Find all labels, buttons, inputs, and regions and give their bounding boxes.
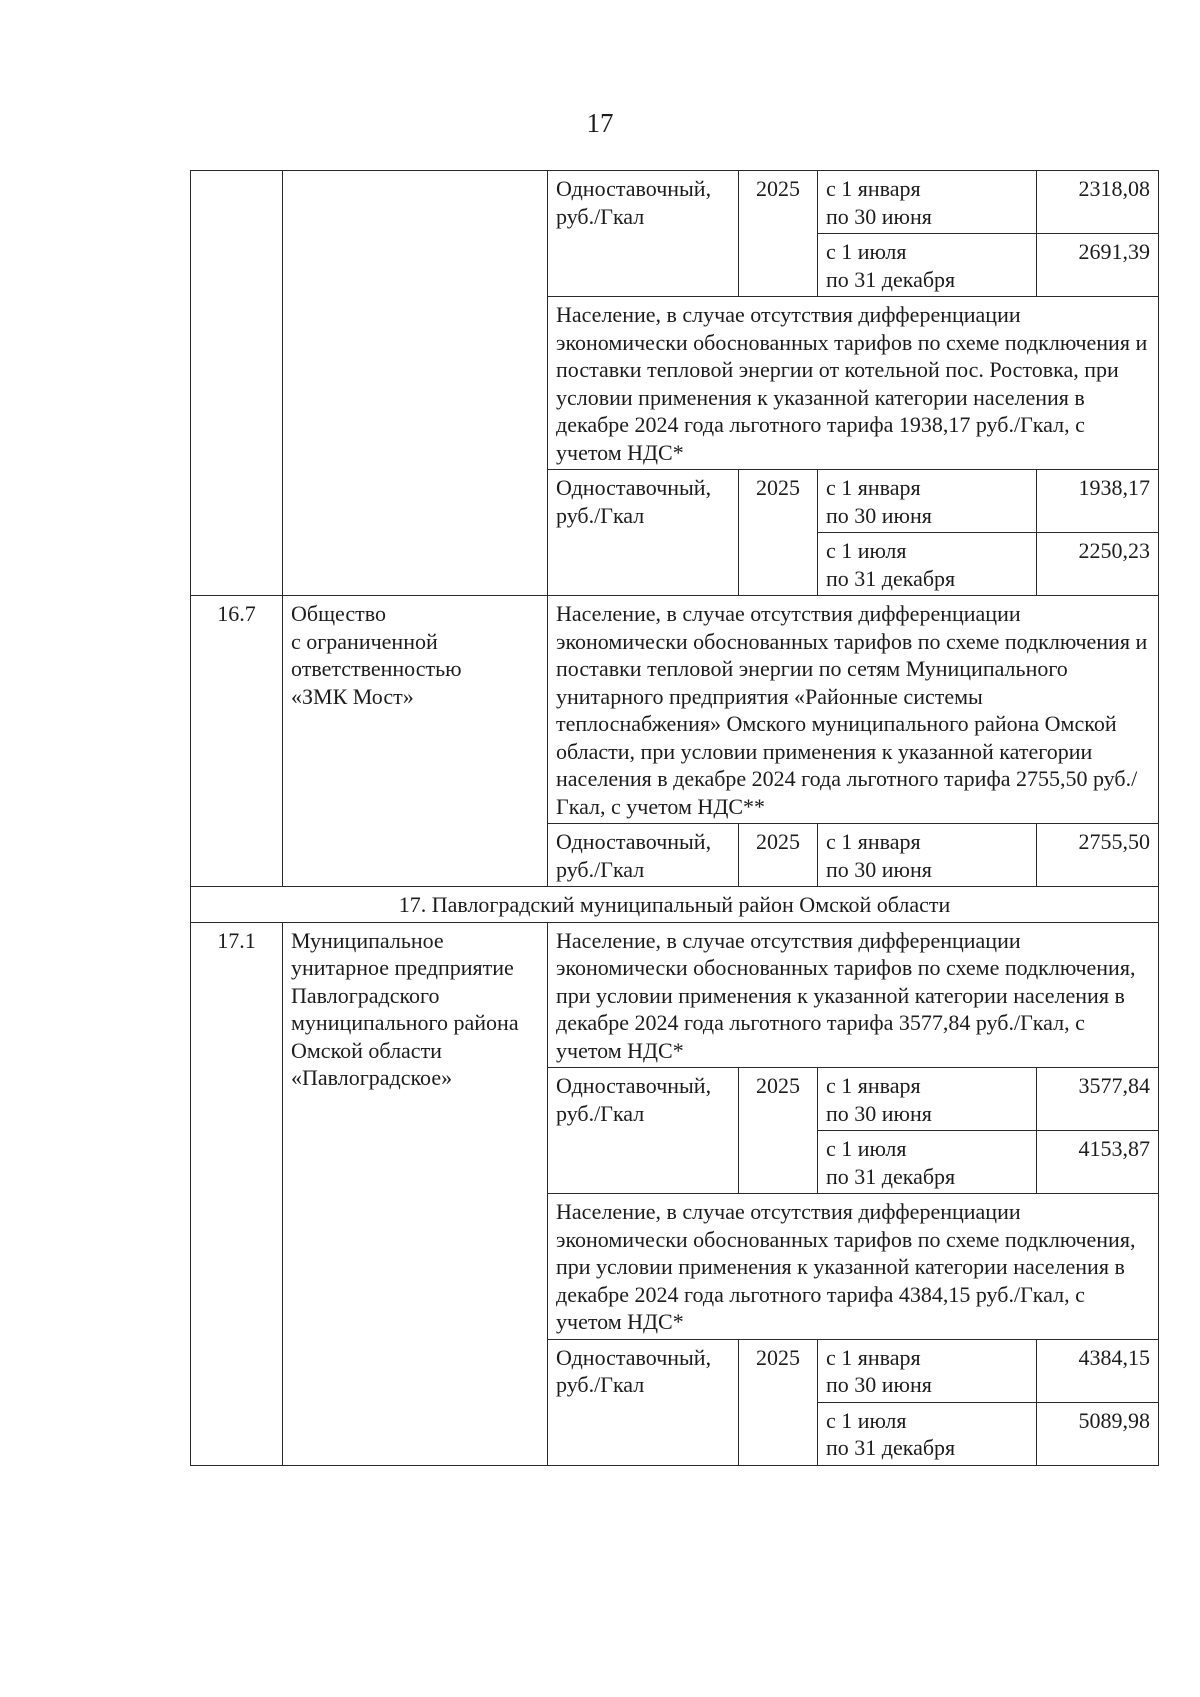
consumer-category-cell: Население, в случае отсутствия дифференциации экономически обоснованных тарифов по схеме подключения и поставки тепловой энергии по сетям Муниципального унитарного предприятия «Районные системы теплоснабжения» Омского муниципального района Омской области, при условии применения к указанной категории населения в декабре 2024 года льготного тарифа 2755,50 руб./Гкал, с учетом НДС** <box>548 596 1159 824</box>
rate-type-cell <box>548 1339 739 1465</box>
tariff-value-cell: 2318,08 <box>1037 171 1159 234</box>
period-cell <box>818 1068 1037 1131</box>
table-row <box>191 887 1159 923</box>
period-start: с 1 января <box>826 829 921 854</box>
consumer-category-cell: Население, в случае отсутствия дифференциации экономически обоснованных тарифов по схеме подключения, при условии применения к указанной категории населения в декабре 2024 года льготного тарифа 3577,84 руб./Гкал, с учетом НДС* <box>548 922 1159 1068</box>
tariff-value-cell: 2691,39 <box>1037 234 1159 297</box>
rate-type-line: Одноставочный, <box>556 1073 712 1098</box>
period-end: по 30 июня <box>826 203 932 229</box>
rate-type-cell <box>548 824 739 887</box>
page-number: 17 <box>586 108 614 138</box>
table-row <box>191 922 1159 1068</box>
organization-name-line: «Павлоградское» <box>291 1065 453 1090</box>
tariff-value-cell: 4153,87 <box>1037 1131 1159 1194</box>
tariff-value-cell: 3577,84 <box>1037 1068 1159 1131</box>
rate-type-unit: руб./Гкал <box>556 502 645 528</box>
year-cell: 2025 <box>739 1068 818 1194</box>
period-start: с 1 июля <box>826 1407 907 1433</box>
period-cell <box>818 824 1037 887</box>
period-start: с 1 января <box>826 1344 921 1370</box>
period-cell <box>818 234 1037 297</box>
rate-type-line: Одноставочный, <box>556 176 712 201</box>
organization-name-line: с ограниченной <box>291 628 438 654</box>
period-cell <box>818 1402 1037 1465</box>
rate-type-cell <box>548 1068 739 1194</box>
tariff-value-cell: 2755,50 <box>1037 824 1159 887</box>
rate-type-cell <box>548 470 739 596</box>
organization-name-line: ответственностью <box>291 656 462 681</box>
tariff-value-cell: 4384,15 <box>1037 1339 1159 1402</box>
period-start: с 1 января <box>826 475 921 500</box>
period-cell <box>818 1131 1037 1194</box>
rate-type-line: Одноставочный, <box>556 829 712 854</box>
tariff-value-cell: 2250,23 <box>1037 533 1159 596</box>
section-heading: 17. Павлоградский муниципальный район Омской области <box>191 887 1159 923</box>
period-start: с 1 июля <box>826 1136 907 1161</box>
period-end: по 30 июня <box>826 502 932 528</box>
row-number-cell: 17.1 <box>191 922 283 1465</box>
organization-name-line: Муниципальное <box>291 927 444 953</box>
organization-name-line: муниципального района <box>291 1010 519 1035</box>
organization-cell <box>283 171 548 596</box>
period-start: с 1 июля <box>826 538 907 563</box>
rate-type-line: Одноставочный, <box>556 1344 712 1370</box>
rate-type-unit: руб./Гкал <box>556 203 645 229</box>
year-cell: 2025 <box>739 171 818 297</box>
tariff-table <box>190 170 1159 1466</box>
row-number-cell <box>191 171 283 596</box>
period-end: по 31 декабря <box>826 565 956 591</box>
period-end: по 30 июня <box>826 1372 932 1397</box>
rate-type-unit: руб./Гкал <box>556 1372 645 1397</box>
period-start: с 1 июля <box>826 239 907 264</box>
year-cell: 2025 <box>739 470 818 596</box>
rate-type-unit: руб./Гкал <box>556 1100 645 1126</box>
period-end: по 31 декабря <box>826 1435 956 1460</box>
organization-name-line: Омской области <box>291 1037 442 1063</box>
period-end: по 30 июня <box>826 856 932 882</box>
organization-name-line: Павлоградского <box>291 982 440 1008</box>
period-end: по 31 декабря <box>826 266 956 292</box>
year-cell: 2025 <box>739 1339 818 1465</box>
organization-name-line: унитарное предприятие <box>291 955 514 980</box>
period-cell <box>818 171 1037 234</box>
consumer-category-cell: Население, в случае отсутствия дифференциации экономически обоснованных тарифов по схеме подключения, при условии применения к указанной категории населения в декабре 2024 года льготного тарифа 4384,15 руб./Гкал, с учетом НДС* <box>548 1194 1159 1340</box>
consumer-category-cell: Население, в случае отсутствия дифференциации экономически обоснованных тарифов по схеме подключения и поставки тепловой энергии от котельной пос. Ростовка, при условии применения к указанной категории населения в декабре 2024 года льготного тарифа 1938,17 руб./Гкал, с учетом НДС* <box>548 297 1159 470</box>
rate-type-line: Одноставочный, <box>556 475 712 500</box>
organization-cell <box>283 596 548 887</box>
period-start: с 1 января <box>826 1073 921 1098</box>
period-cell <box>818 1339 1037 1402</box>
tariff-value-cell: 1938,17 <box>1037 470 1159 533</box>
period-start: с 1 января <box>826 176 921 201</box>
table-row <box>191 596 1159 824</box>
period-end: по 31 декабря <box>826 1163 956 1189</box>
period-cell <box>818 470 1037 533</box>
year-cell: 2025 <box>739 824 818 887</box>
rate-type-cell <box>548 171 739 297</box>
organization-name-line: Общество <box>291 601 386 626</box>
row-number-cell: 16.7 <box>191 596 283 887</box>
organization-name-line: «ЗМК Мост» <box>291 683 414 709</box>
rate-type-unit: руб./Гкал <box>556 856 645 882</box>
organization-cell <box>283 922 548 1465</box>
period-cell <box>818 533 1037 596</box>
period-end: по 30 июня <box>826 1100 932 1126</box>
table-row <box>191 171 1159 234</box>
tariff-value-cell: 5089,98 <box>1037 1402 1159 1465</box>
